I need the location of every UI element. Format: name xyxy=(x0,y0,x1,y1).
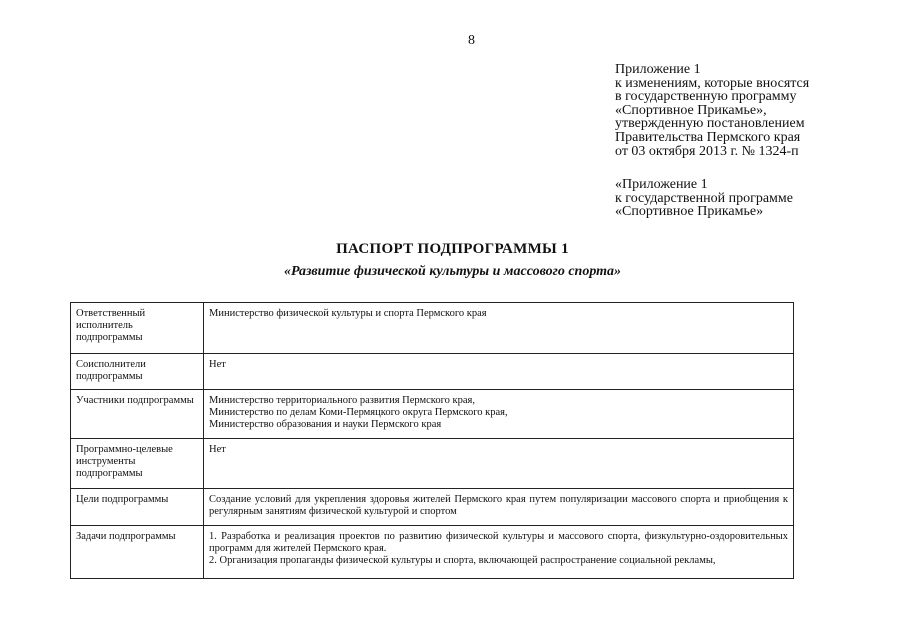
row-value xyxy=(204,354,794,390)
appendix-line: «Спортивное Прикамье», xyxy=(615,102,767,118)
row-label: Ответственный исполнитель подпрограммы xyxy=(71,303,204,354)
row-value xyxy=(204,526,794,579)
value-line: 1. Разработка и реализация проектов по развитию физической культуры и массового спорта, физкультурно-оздоровительных программ для жителей Пермского края. xyxy=(209,531,788,554)
value-line: Министерство физической культуры и спорта Пермского края xyxy=(209,308,487,319)
table-row xyxy=(71,354,794,390)
appendix-line: Правительства Пермского края xyxy=(615,129,801,145)
appendix-line: «Спортивное Прикамье» xyxy=(615,204,764,220)
appendix-line: от 03 октября 2013 г. № 1324-п xyxy=(615,143,799,159)
table-row xyxy=(71,390,794,439)
row-label: Цели подпрограммы xyxy=(71,489,204,526)
row-label: Участники подпрограммы xyxy=(71,390,204,439)
document-title xyxy=(0,241,905,280)
table-row xyxy=(71,489,794,526)
appendix-line: утвержденную постановлением xyxy=(615,116,805,132)
row-label: Задачи подпрограммы xyxy=(71,526,204,579)
page-number: 8 xyxy=(468,33,475,48)
appendix-line: Приложение 1 xyxy=(615,62,701,77)
title-main: ПАСПОРТ ПОДПРОГРАММЫ 1 xyxy=(336,241,569,257)
row-label: Соисполнители подпрограммы xyxy=(71,354,204,390)
table-row xyxy=(71,439,794,489)
title-subtitle: «Развитие физической культуры и массового спорта» xyxy=(283,264,622,279)
appendix-line: к государственной программе xyxy=(615,190,793,206)
value-line: Министерство по делам Коми-Пермяцкого округа Пермского края, xyxy=(209,407,508,418)
value-line: Создание условий для укрепления здоровья жителей Пермского края путем популяризации массового спорта и приобщения к регулярным занятиям физической культурой и спортом xyxy=(209,494,788,517)
table-row xyxy=(71,526,794,579)
passport-table xyxy=(70,302,794,579)
value-line: Министерство образования и науки Пермского края xyxy=(209,419,442,430)
row-value xyxy=(204,439,794,489)
table-row xyxy=(71,303,794,354)
appendix-program-header xyxy=(615,178,895,219)
appendix-line: в государственную программу xyxy=(615,89,797,105)
row-value xyxy=(204,489,794,526)
row-label: Программно-целевые инструменты подпрограммы xyxy=(71,439,204,489)
value-line: 2. Организация пропаганды физической культуры и спорта, включающей распространение социальной рекламы, xyxy=(209,555,716,566)
row-value xyxy=(204,303,794,354)
value-line: Нет xyxy=(209,444,226,455)
appendix-changes-header xyxy=(615,63,895,158)
value-line: Нет xyxy=(209,359,226,370)
value-line: Министерство территориального развития Пермского края, xyxy=(209,395,476,406)
appendix-line: «Приложение 1 xyxy=(615,177,708,192)
appendix-line: к изменениям, которые вносятся xyxy=(615,75,810,91)
row-value xyxy=(204,390,794,439)
